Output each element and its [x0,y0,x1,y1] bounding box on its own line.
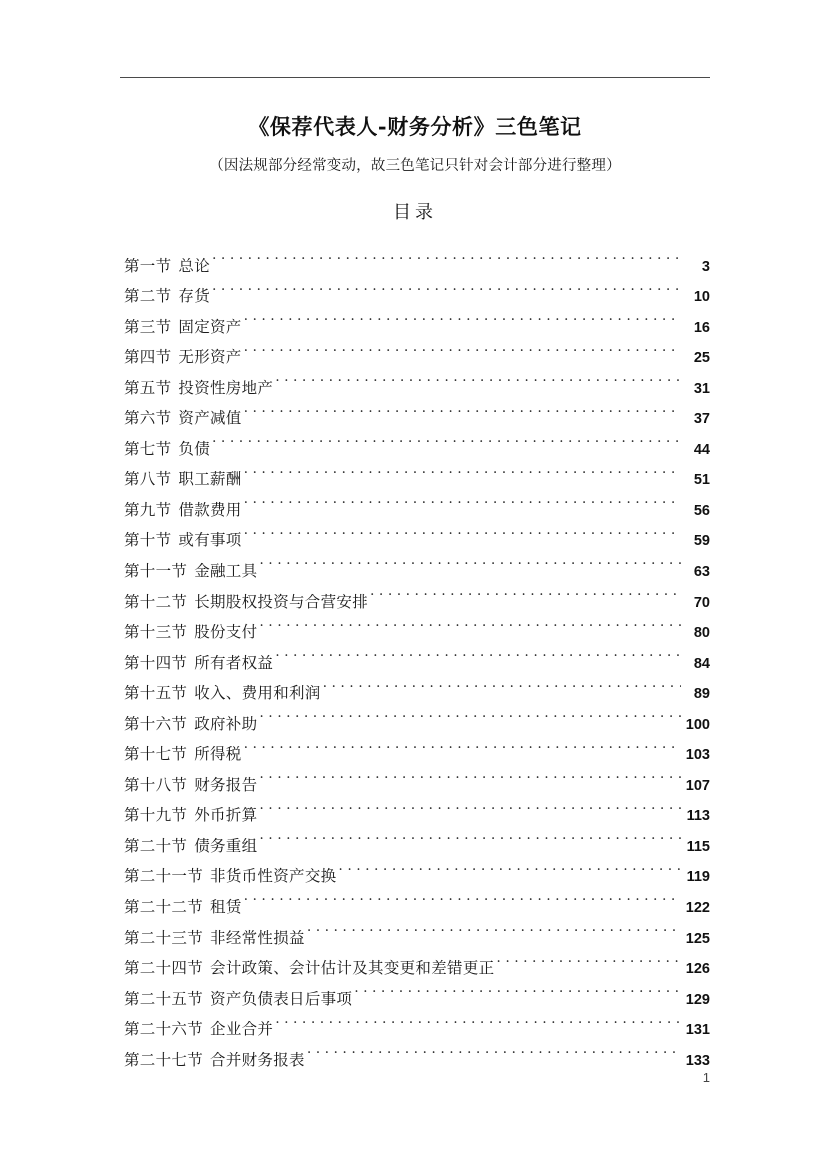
toc-entry-page-number: 31 [693,380,710,397]
title-block [120,112,710,177]
toc-entry-page-number: 63 [693,564,710,581]
toc-entry-section-label: 第十二节 [124,592,188,611]
toc-dot-leader [244,332,681,363]
toc-entry-page-number: 3 [701,258,710,275]
toc-entry-page-number: 89 [693,686,710,703]
toc-entry-page-number: 133 [685,1052,710,1069]
toc-dot-leader [259,820,681,851]
toc-entry-title: 合并财务报表 [210,1050,305,1069]
toc-entry-title: 资产减值 [178,409,242,428]
toc-entry-section-label: 第一节 [124,256,172,275]
toc-dot-leader [212,423,681,454]
toc-entry-section-label: 第九节 [124,500,172,519]
toc-entry-title: 企业合并 [210,1020,274,1039]
toc-entry-title: 固定资产 [178,317,242,336]
toc-entry-title: 财务报告 [194,775,258,794]
toc-entry-page-number: 129 [685,991,710,1008]
toc-entry-page-number: 44 [693,441,710,458]
toc-entry-page-number: 37 [693,411,710,428]
toc-entry-title: 政府补助 [194,714,258,733]
table-of-contents-heading: 目录 [393,202,437,223]
toc-entry[interactable] [124,301,710,336]
toc-entry-section-label: 第五节 [124,378,172,397]
footer-page-number: 1 [702,1070,710,1085]
toc-entry-page-number: 80 [693,625,710,642]
toc-entry-title: 所有者权益 [194,653,274,672]
toc-entry[interactable] [124,454,710,489]
toc-entry-page-number: 10 [693,289,710,306]
toc-entry-title: 负债 [178,439,211,458]
toc-dot-leader [275,1004,681,1035]
toc-entry-title: 非货币性资产交换 [210,867,337,886]
toc-entry-section-label: 第二十六节 [124,1020,204,1039]
toc-entry-section-label: 第二十七节 [124,1050,204,1069]
toc-dot-leader [244,301,681,332]
toc-dot-leader [244,484,681,515]
toc-dot-leader [259,607,681,638]
toc-entry-title: 非经常性损益 [210,928,305,947]
toc-entry-title: 或有事项 [178,531,242,550]
toc-entry-section-label: 第十四节 [124,653,188,672]
toc-entry-page-number: 51 [693,472,710,489]
toc-entry-section-label: 第四节 [124,348,172,367]
toc-entry-page-number: 84 [693,655,710,672]
toc-dot-leader [259,790,681,821]
toc-dot-leader [354,973,681,1004]
toc-entry-title: 外币折算 [194,806,258,825]
toc-entry-section-label: 第十六节 [124,714,188,733]
toc-entry-section-label: 第二十五节 [124,989,204,1008]
toc-entry-section-label: 第三节 [124,317,172,336]
toc-dot-leader [212,240,681,271]
toc-entry[interactable] [124,423,710,458]
toc-entry-title: 借款费用 [178,500,242,519]
toc-entry-section-label: 第二十三节 [124,928,204,947]
toc-dot-leader [244,393,681,424]
toc-entry-section-label: 第十一节 [124,562,188,581]
toc-entry-section-label: 第十节 [124,531,172,550]
toc-dot-leader [370,576,681,607]
toc-entry-title: 职工薪酬 [178,470,242,489]
toc-entry-section-label: 第十五节 [124,684,188,703]
toc-entry-page-number: 107 [685,777,710,794]
toc-entry-page-number: 131 [685,1022,710,1039]
toc-entry-title: 收入、费用和利润 [194,684,321,703]
toc-entry-page-number: 103 [685,747,710,764]
toc-entry-section-label: 第十三节 [124,623,188,642]
toc-entry-title: 总论 [178,256,211,275]
toc-entry-section-label: 第六节 [124,409,172,428]
toc-dot-leader [259,698,681,729]
toc-entry-page-number: 16 [693,319,710,336]
toc-dot-leader [307,1034,681,1065]
toc-entry-page-number: 70 [693,594,710,611]
toc-entry-section-label: 第十七节 [124,745,188,764]
toc-dot-leader [244,881,681,912]
toc-entry-page-number: 122 [685,900,710,917]
toc-entry-section-label: 第二十一节 [124,867,204,886]
toc-entry-title: 资产负债表日后事项 [210,989,353,1008]
toc-dot-leader [244,729,681,760]
toc-dot-leader [244,454,681,485]
toc-entry-section-label: 第八节 [124,470,172,489]
toc-entry-title: 存货 [178,287,211,306]
toc-entry-page-number: 119 [686,869,710,886]
toc-dot-leader [212,271,681,302]
toc-dot-leader [323,668,681,699]
toc-entry[interactable] [124,271,710,306]
toc-entry-page-number: 126 [685,961,710,978]
toc-entry-page-number: 59 [693,533,710,550]
toc-entry-section-label: 第七节 [124,439,172,458]
toc-entry-section-label: 第二十节 [124,836,188,855]
toc-entry-title: 所得税 [194,745,242,764]
toc-dot-leader [496,943,681,974]
toc-dot-leader [259,545,681,576]
toc-entry-page-number: 113 [686,808,710,825]
document-subtitle: （因法规部分经常变动，故三色笔记只针对会计部分进行整理） [209,158,621,174]
document-title: 《保荐代表人-财务分析》三色笔记 [248,114,582,139]
toc-dot-leader [275,637,681,668]
toc-entry-page-number: 115 [686,838,710,855]
toc-dot-leader [244,515,681,546]
toc-entry-section-label: 第十九节 [124,806,188,825]
header-rule [120,77,710,78]
toc-entry-page-number: 25 [693,350,710,367]
toc-entry-title: 金融工具 [194,562,258,581]
toc-dot-leader [259,759,681,790]
table-of-contents [124,240,710,1069]
toc-entry-title: 会计政策、会计估计及其变更和差错更正 [210,959,495,978]
toc-entry-title: 租赁 [210,898,242,917]
toc-entry-section-label: 第二十二节 [124,898,204,917]
toc-entry-title: 无形资产 [178,348,242,367]
toc-entry-section-label: 第二节 [124,287,172,306]
toc-dot-leader [307,912,681,943]
toc-entry-section-label: 第十八节 [124,775,188,794]
toc-dot-leader [275,362,681,393]
toc-entry-page-number: 125 [685,930,710,947]
toc-entry-page-number: 100 [685,716,710,733]
toc-entry-section-label: 第二十四节 [124,959,204,978]
toc-dot-leader [338,851,681,882]
toc-entry-title: 长期股权投资与合营安排 [194,592,369,611]
toc-entry-title: 股份支付 [194,623,258,642]
toc-entry-title: 债务重组 [194,836,258,855]
toc-entry[interactable] [124,240,710,275]
toc-entry-page-number: 56 [693,502,710,519]
toc-entry-title: 投资性房地产 [178,378,274,397]
